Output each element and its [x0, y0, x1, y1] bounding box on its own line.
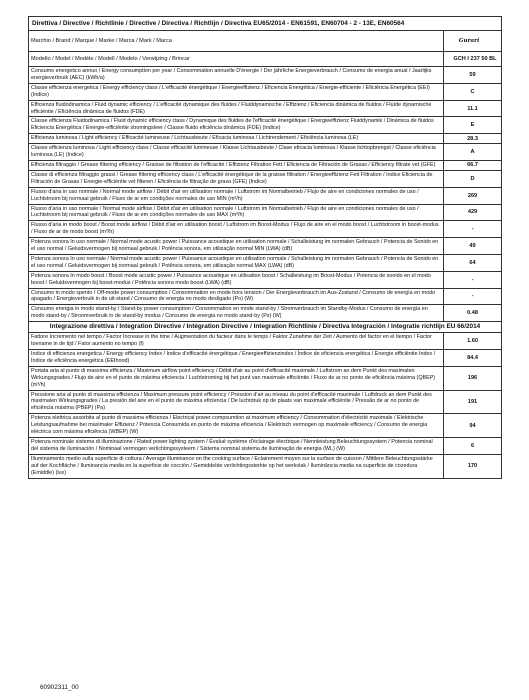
spec-value: 170 — [444, 454, 502, 478]
spec-value: 196 — [444, 366, 502, 390]
spec-value: 6 — [444, 437, 502, 454]
spec-description: Potenza nominale sistema di illuminazione / Rated power lighting system / Évalué système d'éclairage électrique / Nennleistung Beleuchtungssystem / Potencia nominal del sistema de iluminación / Nominaal vermogen verlichtingssysteem / Sistema nominal sistema de iluminação de energia (WL) (W) — [29, 437, 444, 454]
spec-row — [29, 350, 502, 367]
model-row — [29, 52, 502, 67]
spec-value: - — [444, 221, 502, 238]
spec-description: Potenza sonora In modo boost / Boost mode acustic power / Puissance acoustique en utilisation boost / Schalleistung im Boost-Modus / Potencia de sonido en el modo boost / Geluidsvermogen bij boost-modus / Potência sonora modo boost (LWA) (dB) — [29, 271, 444, 288]
spec-description: Illuminamento medio sulla superficie di cottura / Average illuminance on the cooking surface / Eclairement moyen sur la surface de cuisson / Mittlere Beleuchtungsstärke auf der Kochfläche / Iluminancia media en la superficie de cocción / Gemiddelde verlichtingssterkte op het werkvlak / Iluminância media na superficie de cozedura (Emiddle) (lux) — [29, 454, 444, 478]
spec-row — [29, 288, 502, 305]
spec-row — [29, 117, 502, 134]
spec-row — [29, 333, 502, 350]
spec-value: 28.3 — [444, 134, 502, 144]
spec-description: Portata aria al punto di massima efficienza / Maximum airflow point efficiency / Débit d'air au point d'efficacité maximale / Luftstrom an dem Punkt des maximalen Wirkungsgrades / Flujo de aire en el punto de máxima eficiencia / Luchtstroming bij het punt van maximale efficiëntie / Fluxo de ar no ponto de eficiência máxima (QBEP) (m³/h) — [29, 366, 444, 390]
spec-value: - — [444, 288, 502, 305]
spec-table — [28, 16, 502, 479]
model-label: Modello / Model / Modèle / Modell / Modelo / Verwijzing / Brincar — [29, 52, 444, 67]
spec-description: Classe efficienza Fluidodinamica / Fluid dynamic efficiency class / Dynamique des fluides de l'efficacité énergétique / Energieeffizienz Fluiddynamik / Dinámica de fluidos Eficiencia Energética / Energie-efficiëntie stromingsleer / Classe fluido eficiência dinâmica (FDE) (Indice) — [29, 117, 444, 134]
spec-row — [29, 144, 502, 161]
spec-description: Classe efficienza luminosa / Light efficiency class / Classe efficacité lumineuse / Klasse Lichtausbeute / Clase eficacia luminosa / Klasse lichtopbrengst / Classe eficiência luminosa (LE) (Indice) — [29, 144, 444, 161]
spec-row — [29, 305, 502, 322]
brand-row — [29, 31, 502, 52]
spec-value: D — [444, 170, 502, 187]
spec-value: 429 — [444, 204, 502, 221]
spec-description: Potenza sonora In uso normale / Normal mode acustic power / Puissance acoustique en utilisation normale / Schalleistung im normalen Gebrauch / Potencia de Sonido en el uso normal / Geluidsvermogen bij normaal gebruik / Potência sonora, em utilização normal MAX (LWA) (dB) — [29, 254, 444, 271]
spec-row — [29, 254, 502, 271]
spec-description: Efficienza filtraggio / Grease filtering efficiency / Graisse de filtration de l'efficacité / Effizienz Filtration Fett / Eficiencia de Filtración de Grasas / Efficiency filtrate vet (GFE) — [29, 160, 444, 170]
spec-description: Consumo in modo spento / Off-mode power consumption / Consommation en mode hors tension / Der Energieverbrauch im Aus-Zustand / Consumo de energía en modo apagado / Energieverbruik in de uit-stand / Consumo de energia no modo desligado (Po) (W) — [29, 288, 444, 305]
model-value: GCH I 237 50 BL — [444, 52, 502, 67]
spec-row — [29, 67, 502, 84]
spec-description: Potenza sonora In uso normale / Normal mode acustic power / Puissance acoustique en utilisation normale / Schalleistung im normalen Gebrauch / Potencia de Sonido en el uso normal / Geluidsvermogen bij normaal gebruik / Potência sonora, em utilização normal MIN (LWA) (dB) — [29, 238, 444, 255]
spec-description: Efficienza luminosa / Light efficiency / Efficacité lumineuse / Lichtausbeute / Eficacia luminosa / Lichtrendement / Eficiência luminosa (LE) — [29, 134, 444, 144]
spec-value: 269 — [444, 187, 502, 204]
spec-row — [29, 454, 502, 478]
brand-value: Gurari — [444, 31, 502, 52]
spec-row — [29, 170, 502, 187]
spec-row — [29, 238, 502, 255]
spec-row — [29, 221, 502, 238]
spec-description: Pressione aria al punto di massima efficienza / Maximum pressure point efficiency / Pression d'air au niveau du point d'efficacité maximale / Luftdruck an dem Punkt des maximalen Wirkungsgrades / La presión del aire en el punto de máxima eficiencia / De luchtdruk op de plaats van maximale efficiëntie / Pressão de ar no ponto de eficiência máxima (PBEP) (Pa) — [29, 390, 444, 414]
integration-directive-heading: Integrazione direttiva / Integration Directive / Intégration Directive / Integration Richtlinie / Directiva Integración / Integratie richtlijn EU 66/2014 — [29, 322, 502, 333]
spec-value: 0.48 — [444, 305, 502, 322]
spec-row — [29, 271, 502, 288]
spec-value: 49 — [444, 238, 502, 255]
spec-description: Potenza elettrica assorbita al punto di massima efficienza / Electrical power compsumtion at maximum efficiency / Consommation d'électricité maximale / Elektrische Leistungsaufnahme bei maximaler Effizienz / Potencia Consumida en punto de máxima eficiencia / Elektrisch vermogen op maximale efficiency / Consumo de energia eléctrica com máxima eficiência (WBEP) (W) — [29, 414, 444, 438]
spec-description: Flusso d'aria in uso normale / Normal mode airflow / Débit d'air en utilisation normale / Luftstrom im Normalbetrieb / Flujo de aire en condiciones normales de uso / Luchtstroom bij normaal gebruik / Fluxo de ar em condições normales de uso MAX (m³/h) — [29, 204, 444, 221]
document-code: 60902311_00 — [40, 684, 79, 691]
spec-row — [29, 204, 502, 221]
energy-label-sheet — [28, 16, 501, 479]
spec-description: Consumo energia in modo stand-by / Stand-by power consumption / Consommation en mode stand-by / Stromverbrauch im Standby-Modus / Consumo de energía en modo stand-by / Stroomverbruik in de stand-by modus / Consumo de energia no modo stand-by (Ps) (W) — [29, 305, 444, 322]
spec-description: Indice di efficienza energetica / Energy efficiency Index / Indice d'efficacité énergétique / Energieeffizienzindex / Índice de eficiencia energética / Energie efficiëntie Index / Índice de eficiência energética (EEIhood) — [29, 350, 444, 367]
spec-description: Flusso d'aria in uso normale / Normal mode airflow / Débit d'air en utilisation normale / Luftstrom im Normalbetrieb / Flujo de aire en condiciones normales de uso / Luchtstroom bij normaal gebruik / Fluxo de ar em condições normales de uso MIN (m³/h) — [29, 187, 444, 204]
directive-header-row — [29, 17, 502, 31]
spec-row — [29, 100, 502, 117]
spec-row — [29, 414, 502, 438]
spec-row — [29, 83, 502, 100]
spec-description: Efficienza fluidodinamica / Fluid dynamic efficiency / L'efficacité dynamique des fluides / Fluiddynamische / Effizienz / Eficiencia dinámica de fluidos / Fluïde dynamische efficiëntie / Eficiência dinâmica de fluidos (FDE) — [29, 100, 444, 117]
spec-description: Flusso d'aria in modo boost / Boost mode airflow / Débit d'air en utilisation boost / Luftstrom im Boost-Modus / Flujo de aire en el modo boost / Luchtstroom in boost-modus / Fluxo de ar de modo boost (m³/h) — [29, 221, 444, 238]
spec-value: - — [444, 271, 502, 288]
brand-label: Marchio / Brand / Marque / Marke / Marca / Mark / Marca — [29, 31, 444, 52]
integration-directive-row — [29, 322, 502, 333]
spec-row — [29, 390, 502, 414]
spec-value: 84.4 — [444, 350, 502, 367]
spec-value: 191 — [444, 390, 502, 414]
spec-value: C — [444, 83, 502, 100]
spec-description: Consumo energetico annuo / Energy consumption per year / Consommation annuelle D'énergie / Der jährliche Energieverbrauch / Consumo de energía anual / Jaarlijks energieverbruik (AEC) (kWh/a) — [29, 67, 444, 84]
spec-row — [29, 437, 502, 454]
spec-value: 1.60 — [444, 333, 502, 350]
spec-value: A — [444, 144, 502, 161]
spec-row — [29, 187, 502, 204]
spec-value: E — [444, 117, 502, 134]
spec-value: 11.1 — [444, 100, 502, 117]
spec-row — [29, 134, 502, 144]
directive-header: Direttiva / Directive / Richtlinie / Directive / Directiva / Richtlijn / Directiva EU65/2014 - EN61591, EN60704 - 2 - 13E, EN60564 — [29, 17, 502, 31]
spec-description: Classe di efficienza filtraggio grassi / Grease filtering efficiency class / L'efficacité énergétique de la graisse filtration / Energieeffizienz Fett Filtration / Indice Eficiencia de Filtración de Grasas / Energie-efficiëntie vet filteren / Eficiência de filtração de graxa (GFE) (Indice) — [29, 170, 444, 187]
spec-description: Classe efficienza energetica / Energy efficiency class / L'efficacité énergétique / Energieeffizienz / Eficiencia Energética / Energie-efficiente / Eficiência Energética (EEI) (Indice) — [29, 83, 444, 100]
spec-value: 94 — [444, 414, 502, 438]
spec-description: Fattore Incremento nel tempo / Factor Increase in the time / Augmentation du facteur dans le temps / Faktor Zunahme der Zeit / Aumento del factor en el tiempo / Factor toename in de tijd / Fator aumento no tempo (f) — [29, 333, 444, 350]
spec-value: 59 — [444, 67, 502, 84]
spec-row — [29, 366, 502, 390]
spec-row — [29, 160, 502, 170]
spec-value: 66.7 — [444, 160, 502, 170]
spec-value: 64 — [444, 254, 502, 271]
